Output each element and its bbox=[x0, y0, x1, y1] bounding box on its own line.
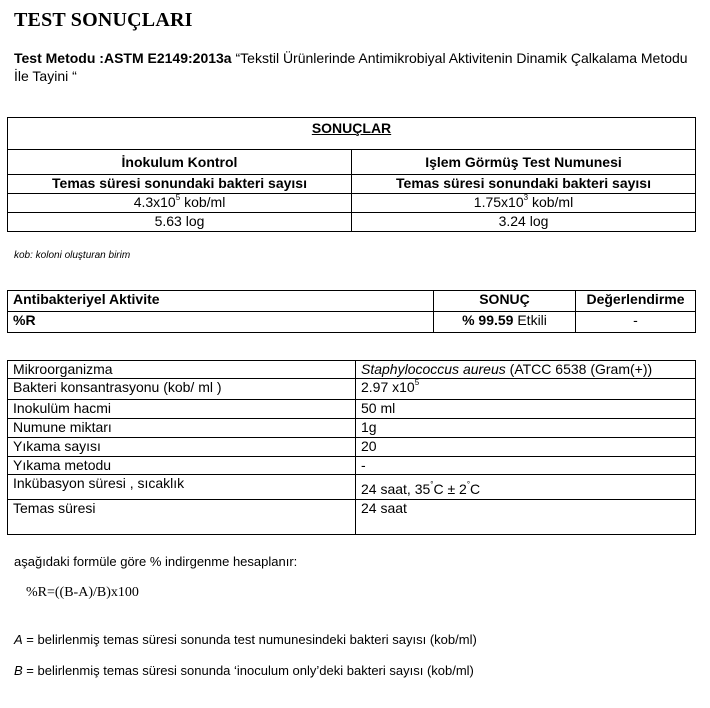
definition-b: B = belirlenmiş temas süresi sonunda ‘inoculum only’deki bakteri sayısı (kob/ml) bbox=[14, 663, 474, 678]
param-value: 1g bbox=[356, 419, 696, 438]
test-parameters-table bbox=[7, 360, 696, 535]
method-label: Test Metodu : bbox=[14, 50, 104, 66]
subheader-control: Temas süresi sonundaki bakteri sayısı bbox=[8, 175, 352, 194]
col-treated-sample: Işlem Görmüş Test Numunesi bbox=[352, 150, 696, 175]
param-value: - bbox=[356, 457, 696, 475]
page-title: TEST SONUÇLARI bbox=[14, 9, 193, 31]
method-code: ASTM E2149:2013a bbox=[103, 50, 232, 66]
evaluation-value: - bbox=[576, 312, 696, 333]
col-inoculum-control: İnokulum Kontrol bbox=[8, 150, 352, 175]
reduction-formula: %R=((B-A)/B)x100 bbox=[26, 585, 139, 600]
control-log: 5.63 log bbox=[8, 213, 352, 232]
treated-count: $1.75x10^3$ kob/ml bbox=[352, 194, 696, 213]
param-value: 20 bbox=[356, 438, 696, 457]
param-label: Yıkama sayısı bbox=[8, 438, 356, 457]
kob-footnote: kob: koloni oluşturan birim bbox=[14, 250, 131, 261]
formula-intro: aşağıdaki formüle göre % indirgenme hesaplanır: bbox=[14, 554, 298, 569]
method-description: “Tekstil Ürünlerinde Antimikrobiyal Aktivitenin Dinamik Çalkalama Metodu İle Tayini “ bbox=[14, 50, 688, 84]
param-value: 50 ml bbox=[356, 400, 696, 419]
percent-r-result: % 99.59 Etkili bbox=[434, 312, 576, 333]
results-heading: SONUÇLAR bbox=[311, 120, 392, 136]
param-label: Temas süresi bbox=[8, 500, 356, 535]
param-label: Inokulüm hacmi bbox=[8, 400, 356, 419]
definition-a: A = belirlenmiş temas süresi sonunda test numunesindeki bakteri sayısı (kob/ml) bbox=[14, 632, 477, 647]
param-value: 24 saat bbox=[356, 500, 696, 535]
result-header: SONUÇ bbox=[434, 291, 576, 312]
param-label: Bakteri konsantrasyonu (kob/ ml ) bbox=[8, 379, 356, 400]
param-label: Yıkama metodu bbox=[8, 457, 356, 475]
subheader-treated: Temas süresi sonundaki bakteri sayısı bbox=[352, 175, 696, 194]
param-value: 24 saat, 35°C ± 2°C bbox=[356, 475, 696, 500]
param-label: Inkübasyon süresi , sıcaklık bbox=[8, 475, 356, 500]
param-value: Staphylococcus aureus (ATCC 6538 (Gram(+)) bbox=[356, 361, 696, 379]
evaluation-header: Değerlendirme bbox=[576, 291, 696, 312]
activity-table bbox=[7, 290, 696, 333]
treated-log: 3.24 log bbox=[352, 213, 696, 232]
param-value: 2.97 $x10^5$ bbox=[356, 379, 696, 400]
param-label: Numune miktarı bbox=[8, 419, 356, 438]
results-heading-cell bbox=[8, 118, 696, 150]
control-count: $4.3x10^5$ kob/ml bbox=[8, 194, 352, 213]
param-label: Mikroorganizma bbox=[8, 361, 356, 379]
percent-r-label: %R bbox=[8, 312, 434, 333]
results-table bbox=[7, 117, 696, 232]
activity-header: Antibakteriyel Aktivite bbox=[8, 291, 434, 312]
test-method bbox=[14, 49, 694, 85]
